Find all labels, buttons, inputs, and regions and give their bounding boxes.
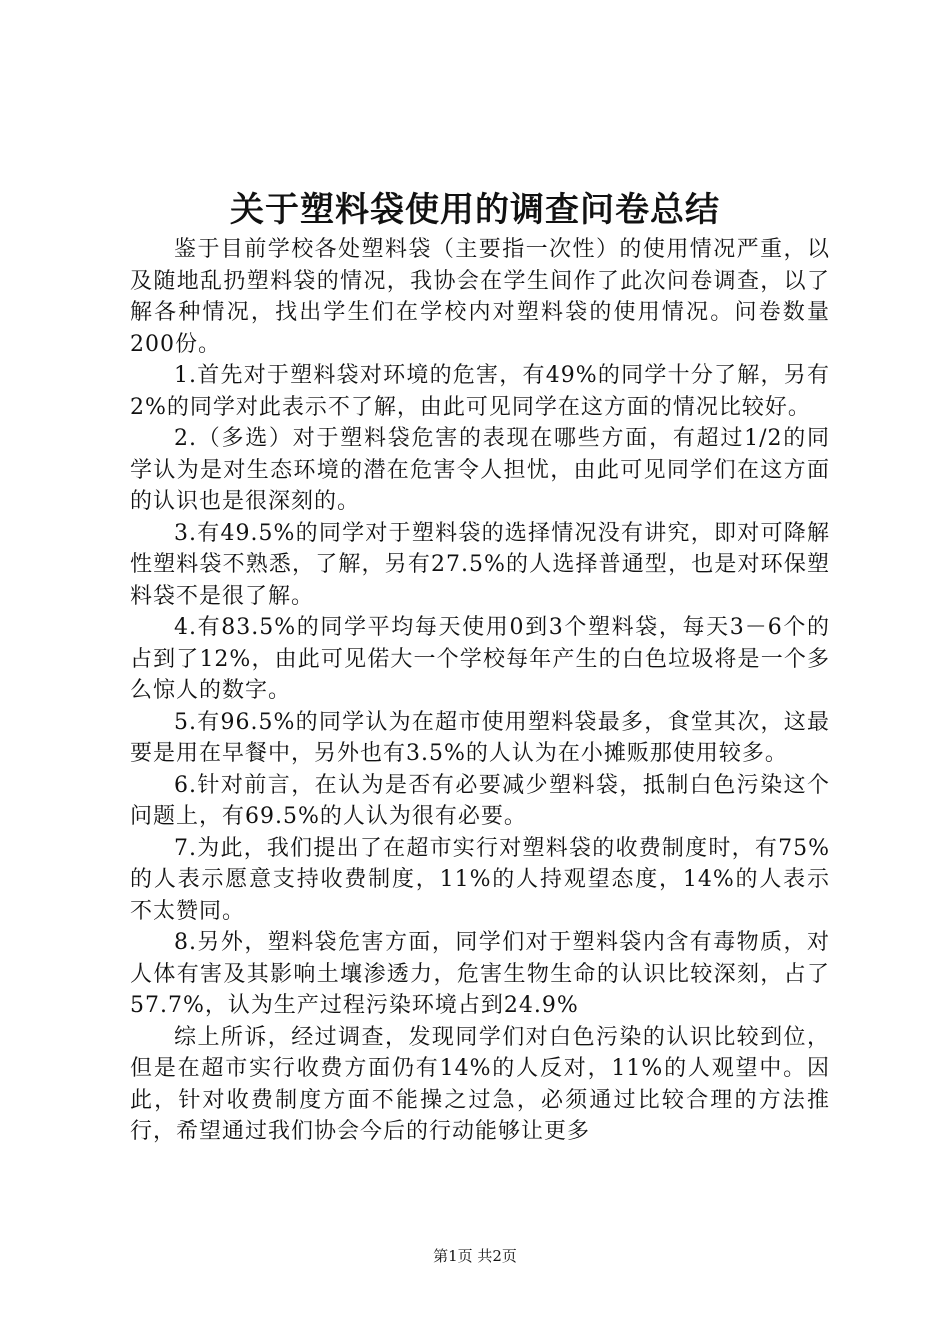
paragraph-item-5: 5.有96.5%的同学认为在超市使用塑料袋最多，食堂其次，这最要是用在早餐中，另外也有3.5%的人认为在小摊贩那使用较多。 — [130, 709, 830, 766]
paragraph-item-2: 2.（多选）对于塑料袋危害的表现在哪些方面，有超过1/2的同学认为是对生态环境的潜在危害令人担忧，由此可见同学们在这方面的认识也是很深刻的。 — [130, 426, 830, 514]
page-number-footer: 第1页 共2页 — [433, 1247, 517, 1265]
document-title: 关于塑料袋使用的调查问卷总结 — [230, 190, 720, 230]
paragraph-intro: 鉴于目前学校各处塑料袋（主要指一次性）的使用情况严重，以及随地乱扔塑料袋的情况，我协会在学生间作了此次问卷调查，以了解各种情况，找出学生们在学校内对塑料袋的使用情况。问卷数量200份。 — [130, 237, 830, 357]
paragraph-item-7: 7.为此，我们提出了在超市实行对塑料袋的收费制度时，有75%的人表示愿意支持收费制度，11%的人持观望态度，14%的人表示不太赞同。 — [130, 835, 830, 924]
paragraph-summary: 综上所诉，经过调查，发现同学们对白色污染的认识比较到位，但是在超市实行收费方面仍有14%的人反对，11%的人观望中。因此，针对收费制度方面不能操之过急，必须通过比较合理的方法推行，希望通过我们协会今后的行动能够让更多 — [130, 1024, 830, 1144]
paragraph-item-3: 3.有49.5%的同学对于塑料袋的选择情况没有讲究，即对可降解性塑料袋不熟悉，了解，另有27.5%的人选择普通型，也是对环保塑料袋不是很了解。 — [130, 520, 830, 609]
paragraph-item-6: 6.针对前言，在认为是否有必要减少塑料袋，抵制白色污染这个问题上，有69.5%的人认为很有必要。 — [130, 772, 830, 829]
document-body — [130, 234, 830, 1148]
paragraph-item-4: 4.有83.5%的同学平均每天使用0到3个塑料袋，每天3－6个的占到了12%，由此可见偌大一个学校每年产生的白色垃圾将是一个多么惊人的数字。 — [130, 615, 830, 703]
paragraph-item-8: 8.另外，塑料袋危害方面，同学们对于塑料袋内含有毒物质，对人体有害及其影响土壤渗透力，危害生物生命的认识比较深刻，占了57.7%，认为生产过程污染环境占到24.9% — [130, 930, 830, 1018]
paragraph-item-1: 1.首先对于塑料袋对环境的危害，有49%的同学十分了解，另有2%的同学对此表示不了解，由此可见同学在这方面的情况比较好。 — [130, 363, 830, 420]
